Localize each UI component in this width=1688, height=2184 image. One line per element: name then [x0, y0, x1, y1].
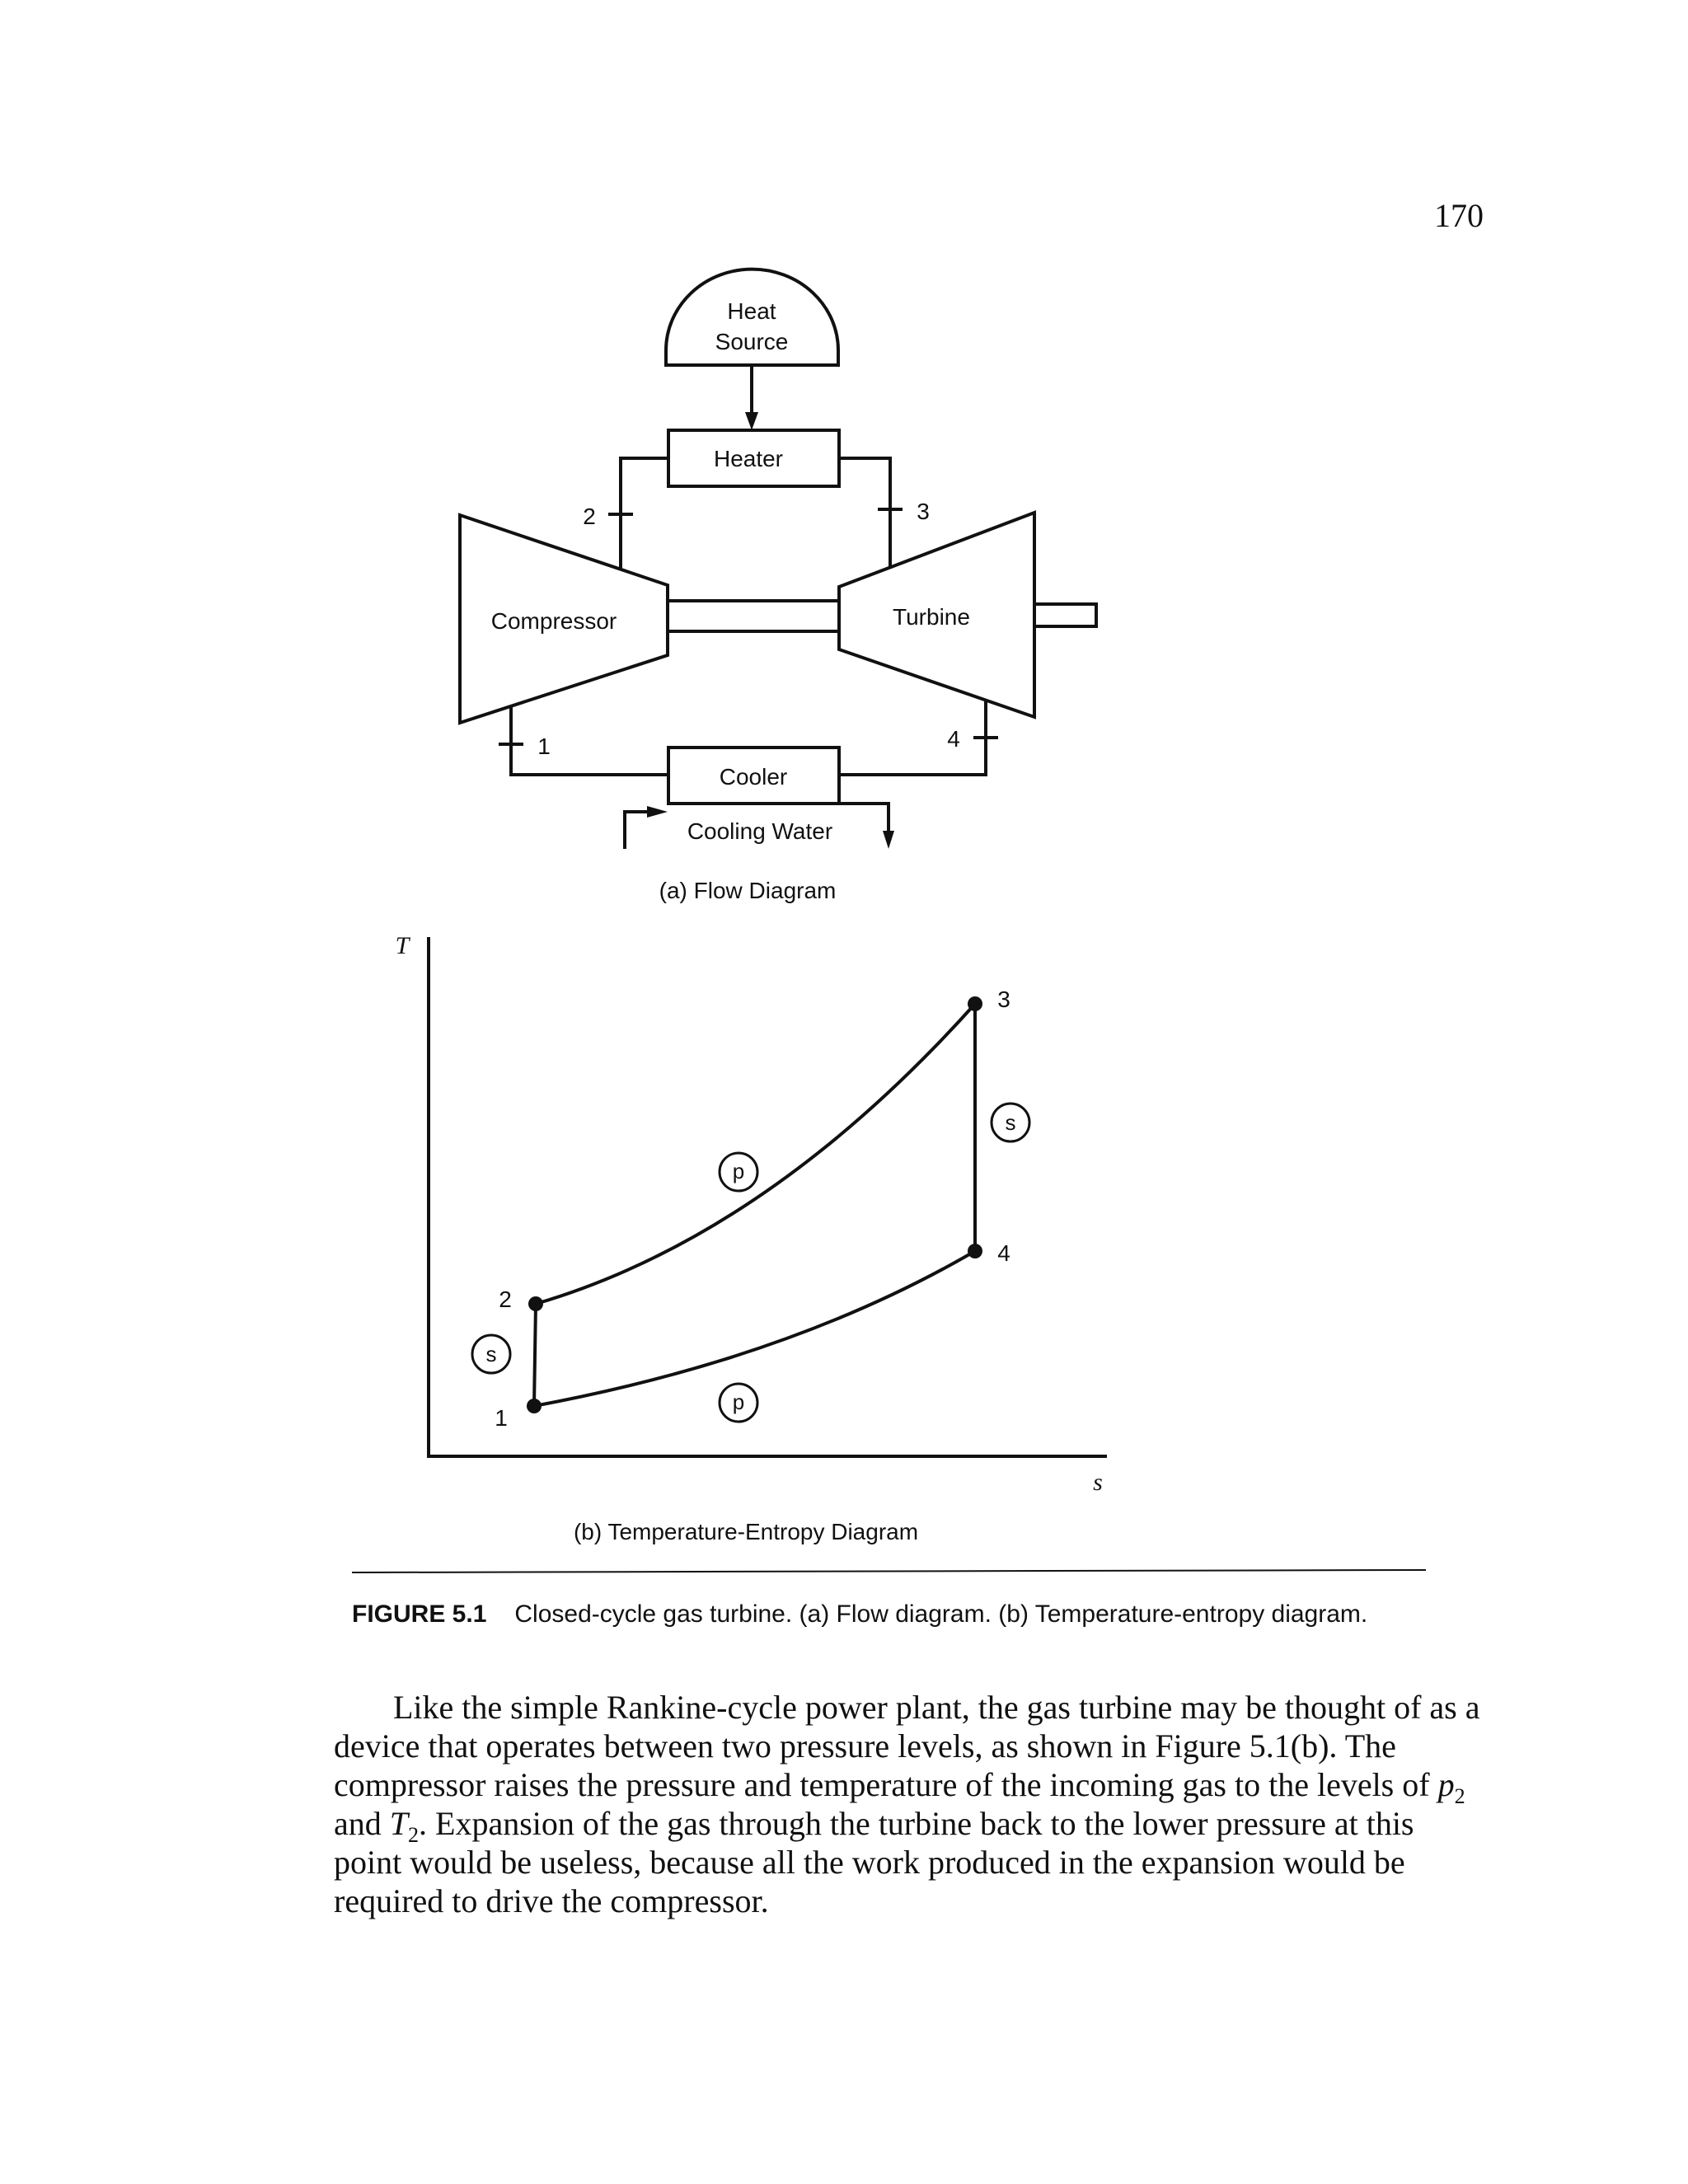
pipe-heater-to-turbine	[839, 458, 890, 567]
body-paragraph	[334, 1688, 1484, 1920]
ts-point-1	[527, 1399, 542, 1413]
flow-diagram-subtitle	[659, 878, 837, 903]
ts-point-2	[528, 1296, 543, 1311]
marker-s-left	[472, 1335, 510, 1373]
t-axis-label: T	[395, 932, 410, 959]
state-3-label: 3	[917, 499, 930, 524]
paragraph-part-1: Like the simple Rankine-cycle power plant, the gas turbine may be thought of as a device that operates between two pressure levels, as shown in Figure 5.1(b). The compressor raises the pressure and temperature of the incoming gas to the levels of	[334, 1689, 1480, 1803]
cooler-label: Cooler	[719, 764, 788, 790]
symbol-t: T	[389, 1805, 409, 1842]
ts-subtitle-text: Temperature-Entropy Diagram	[607, 1519, 919, 1544]
state-4-label: 4	[947, 726, 960, 752]
heater-label: Heater	[713, 446, 784, 471]
symbol-p-subscript: 2	[1454, 1784, 1465, 1808]
state-2-label: 2	[583, 504, 596, 529]
heat-source-label-2: Source	[715, 329, 789, 354]
marker-p-bottom-label: p	[732, 1390, 745, 1414]
paragraph-part-2: and	[334, 1805, 390, 1842]
marker-p-top	[720, 1153, 757, 1191]
marker-s-left-label: s	[485, 1342, 497, 1366]
heat-arrow-head	[745, 412, 758, 430]
ts-point-2-label: 2	[499, 1286, 512, 1312]
figure-caption	[352, 1601, 1423, 1629]
ts-diagram-subtitle	[574, 1519, 918, 1544]
cooling-water-inlet-arrow	[647, 806, 668, 818]
pipe-turbine-to-cooler	[839, 701, 986, 775]
symbol-t-subscript: 2	[408, 1823, 420, 1847]
page-number: 170	[1434, 197, 1484, 234]
marker-p-top-label: p	[732, 1159, 745, 1183]
process-4-1	[534, 1251, 975, 1406]
flow-subtitle-prefix: (a)	[659, 878, 687, 903]
cooling-water-outlet-arrow	[883, 831, 894, 849]
process-1-2	[534, 1304, 536, 1406]
cooling-water-label: Cooling Water	[687, 818, 833, 844]
flow-diagram	[460, 269, 1096, 903]
heat-source-label-1: Heat	[727, 298, 776, 324]
caption-rule	[352, 1570, 1426, 1572]
symbol-p: p	[1437, 1766, 1455, 1803]
caption-text: Closed-cycle gas turbine. (a) Flow diagram. (b) Temperature-entropy diagram.	[514, 1601, 1368, 1628]
ts-diagram	[396, 932, 1107, 1544]
cooling-water-outlet	[839, 804, 889, 834]
ts-point-4	[968, 1244, 982, 1258]
paragraph-part-3: . Expansion of the gas through the turbine back to the lower pressure at this point would be useless, because all the work produced in the expansion would be required to drive the compressor.	[334, 1805, 1414, 1919]
compressor-label: Compressor	[490, 608, 617, 634]
ts-point-4-label: 4	[997, 1240, 1010, 1266]
marker-s-right-label: s	[1005, 1110, 1016, 1135]
ts-subtitle-prefix: (b)	[573, 1519, 603, 1544]
state-1-label: 1	[537, 733, 551, 759]
caption-label: FIGURE 5.1	[352, 1601, 487, 1628]
process-2-3	[536, 1004, 975, 1304]
pipe-cooler-to-compressor	[511, 706, 668, 775]
flow-subtitle-text: Flow Diagram	[693, 878, 837, 903]
marker-p-bottom	[720, 1384, 757, 1422]
output-shaft	[1034, 604, 1096, 626]
ts-point-3-label: 3	[997, 987, 1010, 1012]
marker-s-right	[992, 1104, 1029, 1141]
turbine-label: Turbine	[893, 604, 970, 630]
s-axis-label: s	[1093, 1469, 1103, 1496]
ts-point-1-label: 1	[495, 1405, 508, 1431]
ts-point-3	[968, 996, 982, 1011]
